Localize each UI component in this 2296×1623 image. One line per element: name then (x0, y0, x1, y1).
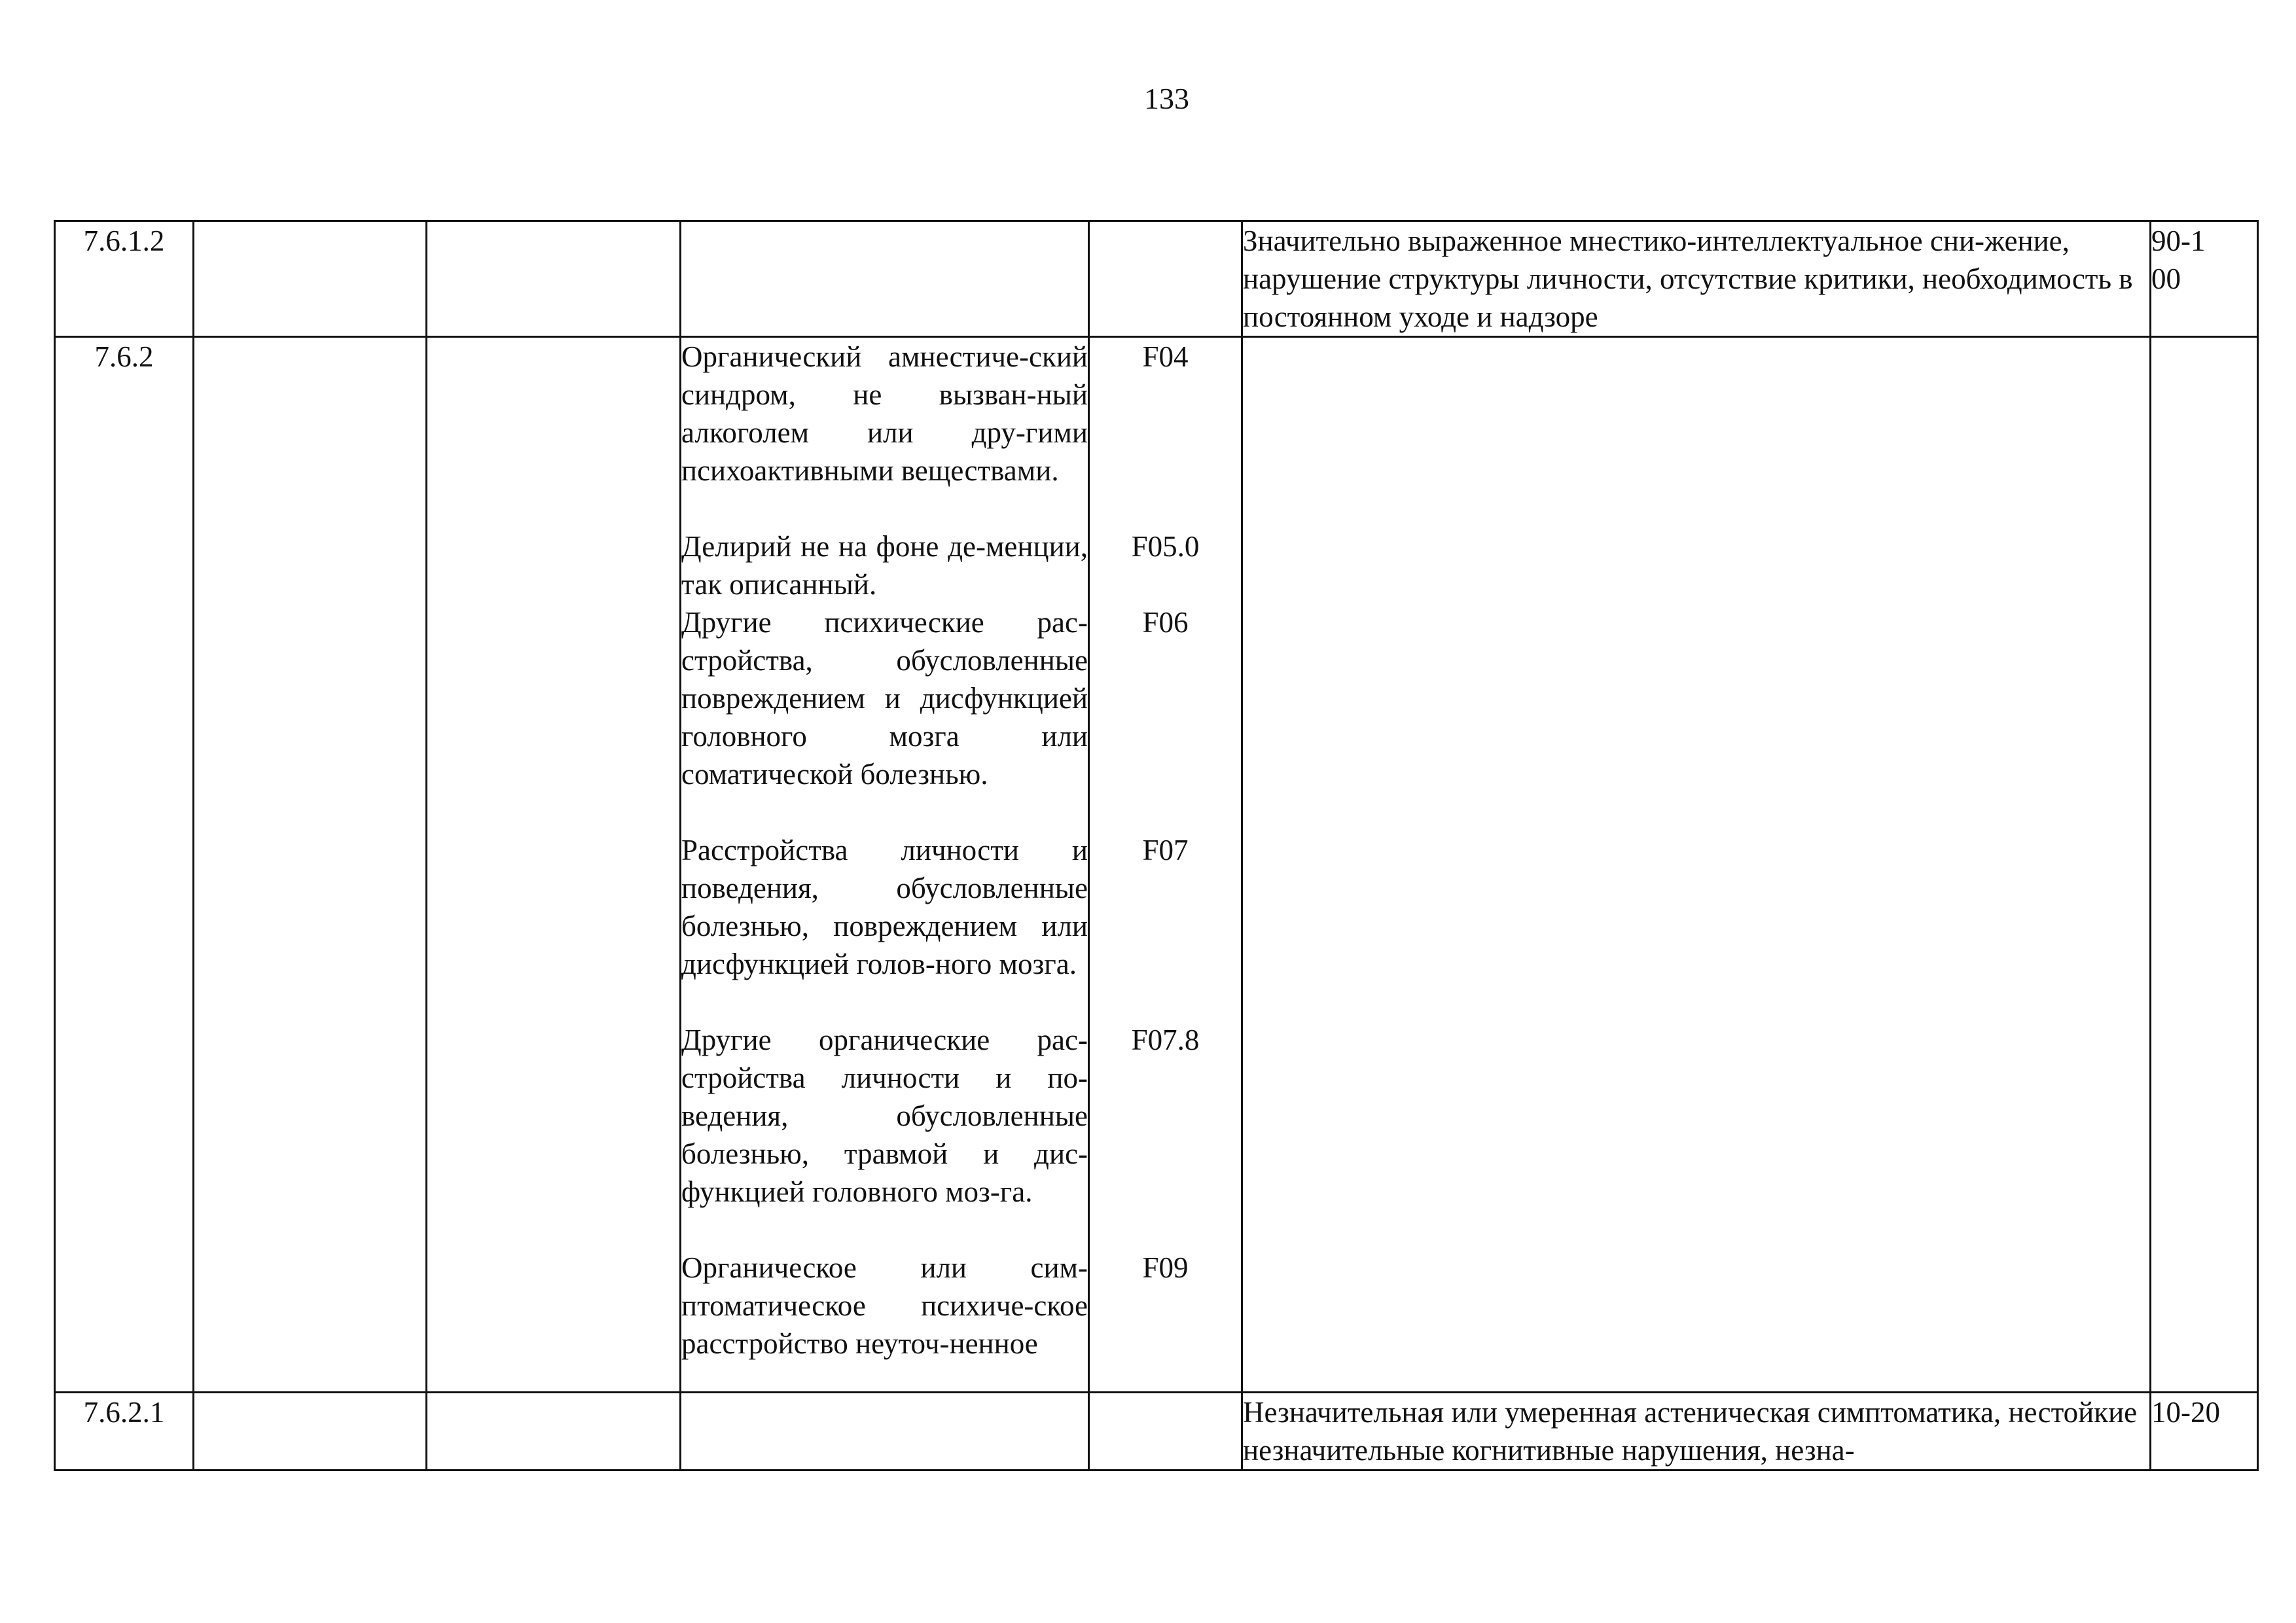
diagnosis-entry: Другие психические рас-стройства, обусловленные повреждением и дисфункцией головного мозга или соматической болезнью. (681, 606, 1088, 791)
icd-code: F07 (1142, 834, 1189, 866)
percent-value-text: 90-100 (2151, 224, 2206, 295)
icd-code: F05.0 (1131, 530, 1200, 563)
criteria-text (1242, 337, 2151, 1393)
diagnosis-entry: Делирий не на фоне де-менции, так описанный. (681, 530, 1088, 601)
percent-value: 10-20 (2151, 1393, 2258, 1471)
diagnosis-cell (681, 1393, 1089, 1471)
icd-code: F09 (1142, 1251, 1189, 1284)
empty-cell (427, 221, 681, 337)
empty-cell (427, 1393, 681, 1471)
row-number: 7.6.1.2 (55, 221, 194, 337)
page-number: 133 (1144, 82, 1189, 115)
diagnosis-entry: Органический амнестиче-ский синдром, не вызван-ный алкоголем или дру-гими психоактивными веществами. (681, 340, 1088, 487)
row-number: 7.6.2 (55, 337, 194, 1393)
empty-cell (427, 337, 681, 1393)
diagnosis-cell (681, 221, 1089, 337)
icd-code: F07.8 (1131, 1024, 1200, 1056)
diagnosis-entry: Расстройства личности и поведения, обусловленные болезнью, повреждением или дисфункцией голов-ного мозга. (681, 834, 1088, 980)
icd-code: F06 (1142, 606, 1189, 639)
empty-cell (194, 337, 427, 1393)
code-cell (1089, 1393, 1242, 1471)
criteria-text: Значительно выраженное мнестико-интеллектуальное сни-жение, нарушение структуры личности, отсутствие критики, необходимость в постоянном уходе и надзоре (1242, 221, 2151, 337)
diagnosis-entry: Органическое или сим-птоматическое психиче-ское расстройство неуточ-ненное (681, 1251, 1088, 1360)
empty-cell (194, 221, 427, 337)
percent-value (2151, 337, 2258, 1393)
row-number: 7.6.2.1 (55, 1393, 194, 1471)
icd-code: F04 (1142, 340, 1189, 373)
diagnosis-cell (681, 337, 1089, 1393)
code-cell (1089, 337, 1242, 1393)
percent-value (2151, 221, 2258, 337)
empty-cell (194, 1393, 427, 1471)
table-row (55, 221, 2258, 337)
classification-table (54, 220, 2259, 1471)
diagnosis-entry: Другие органические рас-стройства личности и по-ведения, обусловленные болезнью, травмой и дис-функцией головного моз-га. (681, 1024, 1088, 1208)
criteria-text: Незначительная или умеренная астеническая симптоматика, нестойкие незначительные когнитивные нарушения, незна- (1242, 1393, 2151, 1471)
table-row (55, 1393, 2258, 1471)
table-row (55, 337, 2258, 1393)
code-cell (1089, 221, 1242, 337)
